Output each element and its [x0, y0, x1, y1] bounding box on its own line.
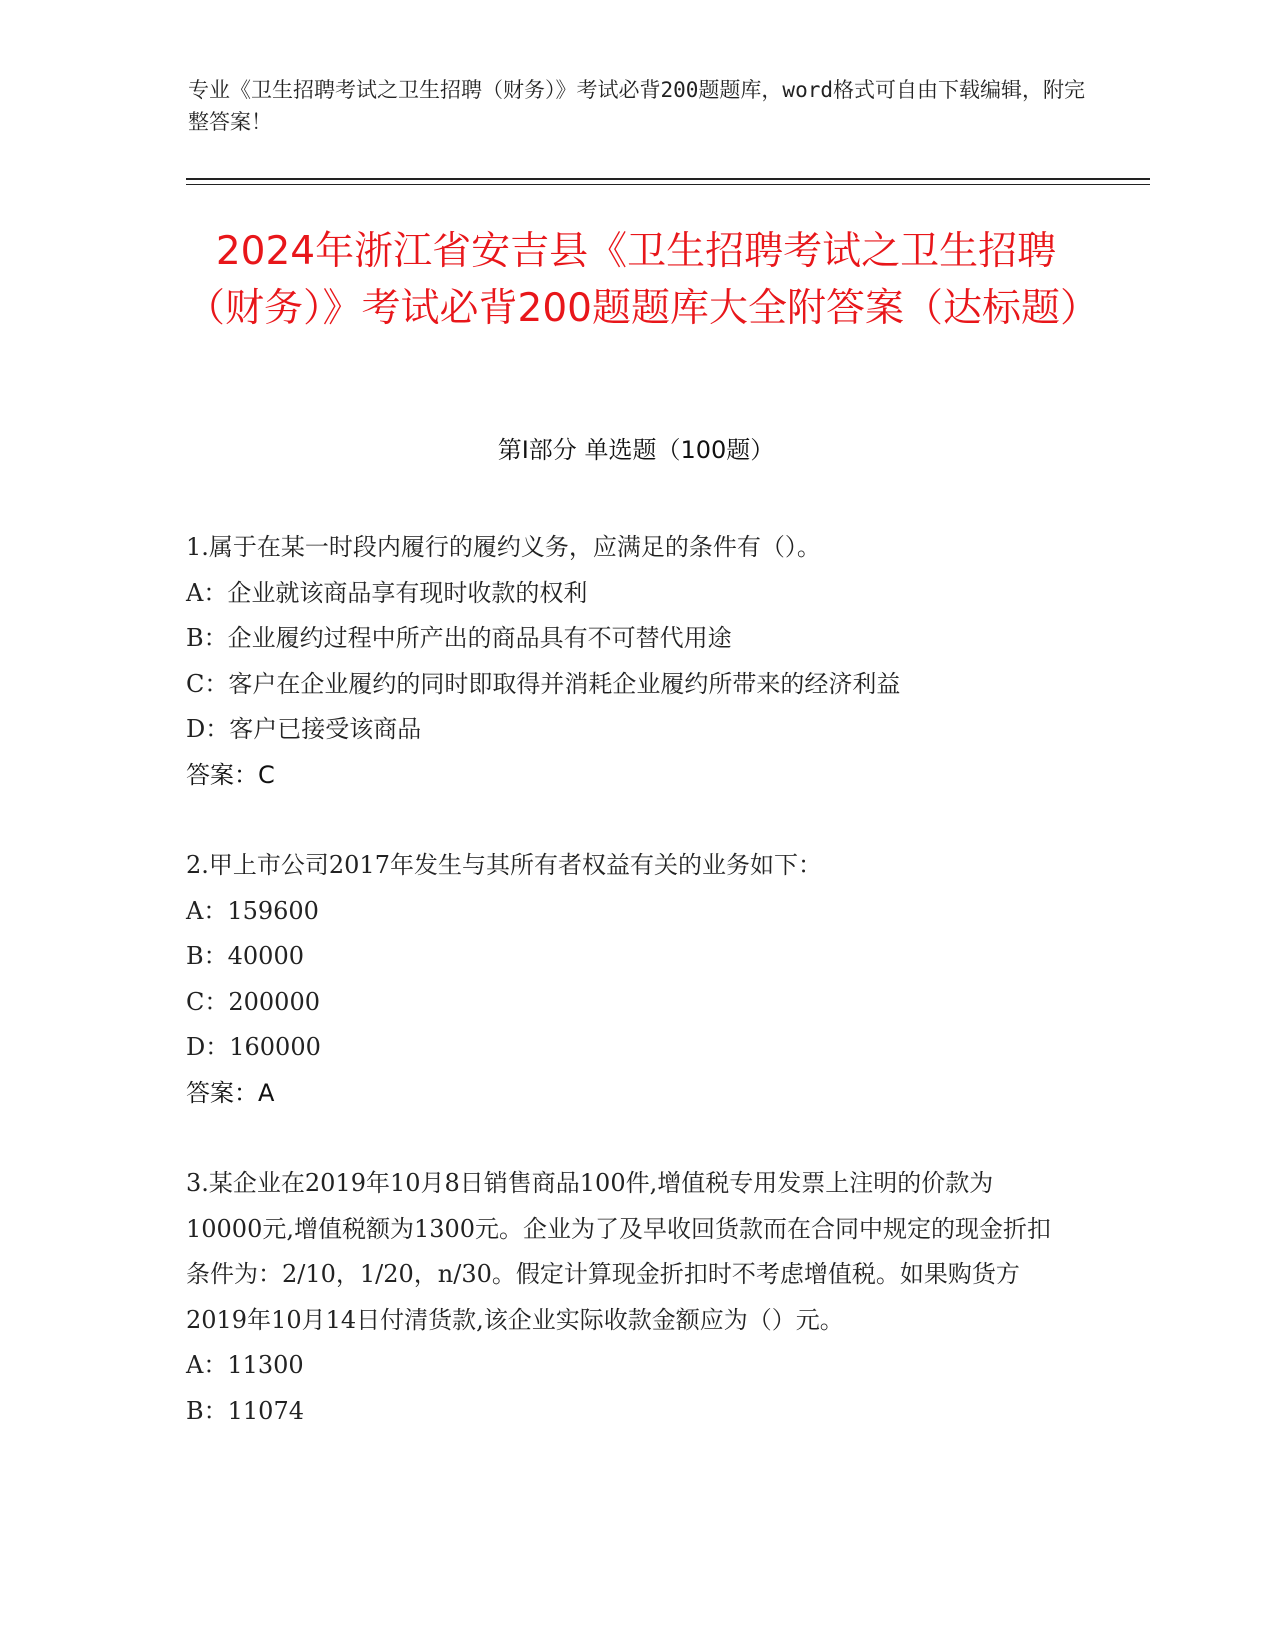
- question-stem: 2.甲上市公司2017年发生与其所有者权益有关的业务如下：: [186, 851, 822, 879]
- option-a: A：企业就该商品享有现时收款的权利: [186, 578, 588, 607]
- header-rule-thin: [186, 184, 1150, 185]
- option-d: D：客户已接受该商品: [186, 715, 422, 743]
- document-title: 2024年浙江省安吉县《卫生招聘考试之卫生招聘（财务）》考试必背200题题库大全附答案（达标题）: [186, 229, 1099, 331]
- question-stem: 1.属于在某一时段内履行的履约义务，应满足的条件有（）。: [186, 533, 821, 561]
- section-heading: 第Ⅰ部分 单选题（100题）: [497, 436, 775, 464]
- header-note: 专业《卫生招聘考试之卫生招聘（财务）》考试必背200题题库，word格式可自由下载编辑，附完整答案！: [188, 78, 1085, 134]
- option-a: A：11300: [186, 1351, 304, 1379]
- header-rule-thick: [186, 178, 1150, 180]
- option-b: B：企业履约过程中所产出的商品具有不可替代用途: [186, 624, 732, 652]
- question-3: [186, 1161, 1066, 1434]
- option-c: C：200000: [186, 987, 320, 1016]
- option-b: B：40000: [186, 942, 304, 970]
- option-c: C：客户在企业履约的同时即取得并消耗企业履约所带来的经济利益: [186, 669, 901, 698]
- option-d: D：160000: [186, 1033, 321, 1061]
- option-b: B：11074: [186, 1396, 304, 1425]
- answer: 答案：C: [186, 760, 275, 789]
- question-1: [186, 525, 1066, 798]
- question-2: [186, 843, 1066, 1116]
- question-stem: 3.某企业在2019年10月8日销售商品100件,增值税专用发票上注明的价款为10000元,增值税额为1300元。企业为了及早收回货款而在合同中规定的现金折扣条件为：2/10，1/20，n/30。假定计算现金折扣时不考虑增值税。如果购货方2019年10月14日付清货款,该企业实际收款金额应为（）元。: [186, 1169, 1052, 1334]
- answer: 答案：A: [186, 1078, 275, 1107]
- question-list: [186, 525, 1066, 1434]
- option-a: A：159600: [186, 896, 319, 925]
